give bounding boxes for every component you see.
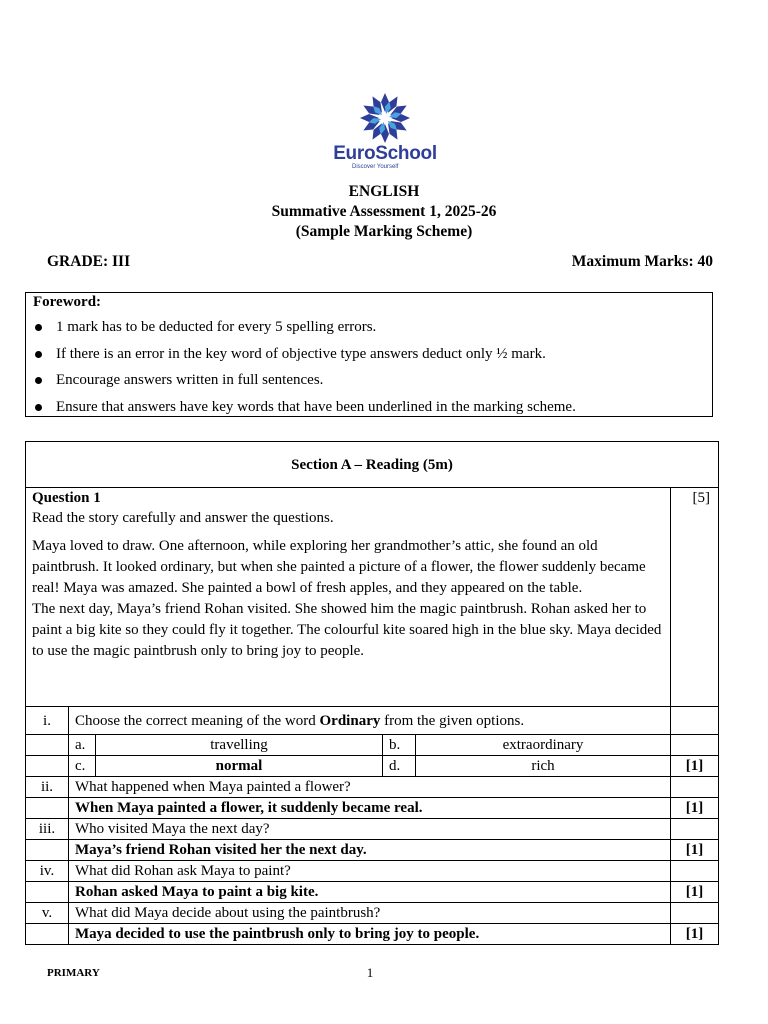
answer-text: When Maya painted a flower, it suddenly became real. bbox=[69, 798, 671, 819]
foreword-item: 1 mark has to be deducted for every 5 spelling errors. bbox=[33, 319, 576, 346]
answer-mark: [1] bbox=[671, 798, 719, 819]
question-label: Question 1 bbox=[32, 490, 101, 506]
foreword-item: Encourage answers written in full sentences. bbox=[33, 372, 576, 399]
marks-cell-empty bbox=[671, 707, 719, 735]
question-number: i. bbox=[26, 707, 69, 735]
answer-mark: [1] bbox=[671, 924, 719, 945]
marks-cell-empty bbox=[671, 819, 719, 840]
option-text: extraordinary bbox=[416, 735, 671, 756]
option-text: travelling bbox=[96, 735, 383, 756]
empty-cell bbox=[26, 756, 69, 777]
foreword-item: Ensure that answers have key words that have been underlined in the marking scheme. bbox=[33, 399, 576, 426]
question-text-after: from the given options. bbox=[380, 712, 525, 729]
question-number: iii. bbox=[26, 819, 69, 840]
section-title: Section A – Reading (5m) bbox=[26, 442, 719, 488]
answer-mark: [1] bbox=[671, 882, 719, 903]
foreword-title: Foreword: bbox=[33, 294, 102, 310]
empty-cell bbox=[26, 924, 69, 945]
foreword-item: If there is an error in the key word of objective type answers deduct only ½ mark. bbox=[33, 346, 576, 373]
page-number: 1 bbox=[366, 965, 374, 980]
brand-name: EuroSchool bbox=[333, 143, 437, 164]
answer-text: Maya decided to use the paintbrush only to bring joy to people. bbox=[69, 924, 671, 945]
question-text bbox=[69, 707, 671, 735]
passage-paragraph-2: The next day, Maya’s friend Rohan visited. She showed him the magic paintbrush. Rohan asked her to paint a big kite so they could fly it together. The colourful kite soared high in the blue sky. Maya decided to use the magic paintbrush only to bring joy to people. bbox=[32, 601, 662, 659]
marks-cell-empty bbox=[671, 777, 719, 798]
empty-cell bbox=[26, 735, 69, 756]
option-label: d. bbox=[383, 756, 416, 777]
question-text: What did Rohan ask Maya to paint? bbox=[69, 861, 671, 882]
school-logo bbox=[330, 92, 440, 171]
answer-mark: [1] bbox=[671, 756, 719, 777]
question-marks: [5] bbox=[671, 488, 719, 707]
marks-cell-empty bbox=[671, 735, 719, 756]
section-a-table bbox=[25, 441, 719, 945]
option-label: c. bbox=[69, 756, 96, 777]
option-label: b. bbox=[383, 735, 416, 756]
brand-tagline: Discover Yourself bbox=[352, 164, 399, 170]
question-instruction: Read the story carefully and answer the questions. bbox=[32, 510, 334, 526]
scheme-title: (Sample Marking Scheme) bbox=[295, 223, 473, 240]
foreword-box bbox=[25, 292, 713, 417]
question-text-before: Choose the correct meaning of the word bbox=[75, 712, 320, 729]
answer-mark: [1] bbox=[671, 840, 719, 861]
max-marks-label: Maximum Marks: 40 bbox=[571, 253, 713, 270]
answer-text: Maya’s friend Rohan visited her the next day. bbox=[69, 840, 671, 861]
subject-title: ENGLISH bbox=[348, 183, 420, 200]
option-text: rich bbox=[416, 756, 671, 777]
question-number: v. bbox=[26, 903, 69, 924]
empty-cell bbox=[26, 882, 69, 903]
euroschool-star-icon bbox=[359, 92, 411, 144]
assessment-title: Summative Assessment 1, 2025-26 bbox=[271, 203, 497, 220]
foreword-list bbox=[33, 319, 576, 425]
question-text: What did Maya decide about using the paintbrush? bbox=[69, 903, 671, 924]
question-keyword: Ordinary bbox=[319, 712, 381, 729]
question-text: What happened when Maya painted a flower? bbox=[69, 777, 671, 798]
footer-level: PRIMARY bbox=[47, 967, 100, 979]
marks-cell-empty bbox=[671, 903, 719, 924]
marks-cell-empty bbox=[671, 861, 719, 882]
empty-cell bbox=[26, 840, 69, 861]
question-number: iv. bbox=[26, 861, 69, 882]
grade-label: GRADE: III bbox=[47, 253, 131, 270]
option-text-correct: normal bbox=[96, 756, 383, 777]
question-1-block bbox=[26, 488, 671, 707]
question-text: Who visited Maya the next day? bbox=[69, 819, 671, 840]
question-number: ii. bbox=[26, 777, 69, 798]
answer-text: Rohan asked Maya to paint a big kite. bbox=[69, 882, 671, 903]
empty-cell bbox=[26, 798, 69, 819]
passage-paragraph-1: Maya loved to draw. One afternoon, while exploring her grandmother’s attic, she found an old paintbrush. It looked ordinary, but when she painted a picture of a flower, the flower suddenly became real! Maya was amazed. She painted a bowl of fresh apples, and they appeared on the table. bbox=[32, 538, 646, 596]
option-label: a. bbox=[69, 735, 96, 756]
